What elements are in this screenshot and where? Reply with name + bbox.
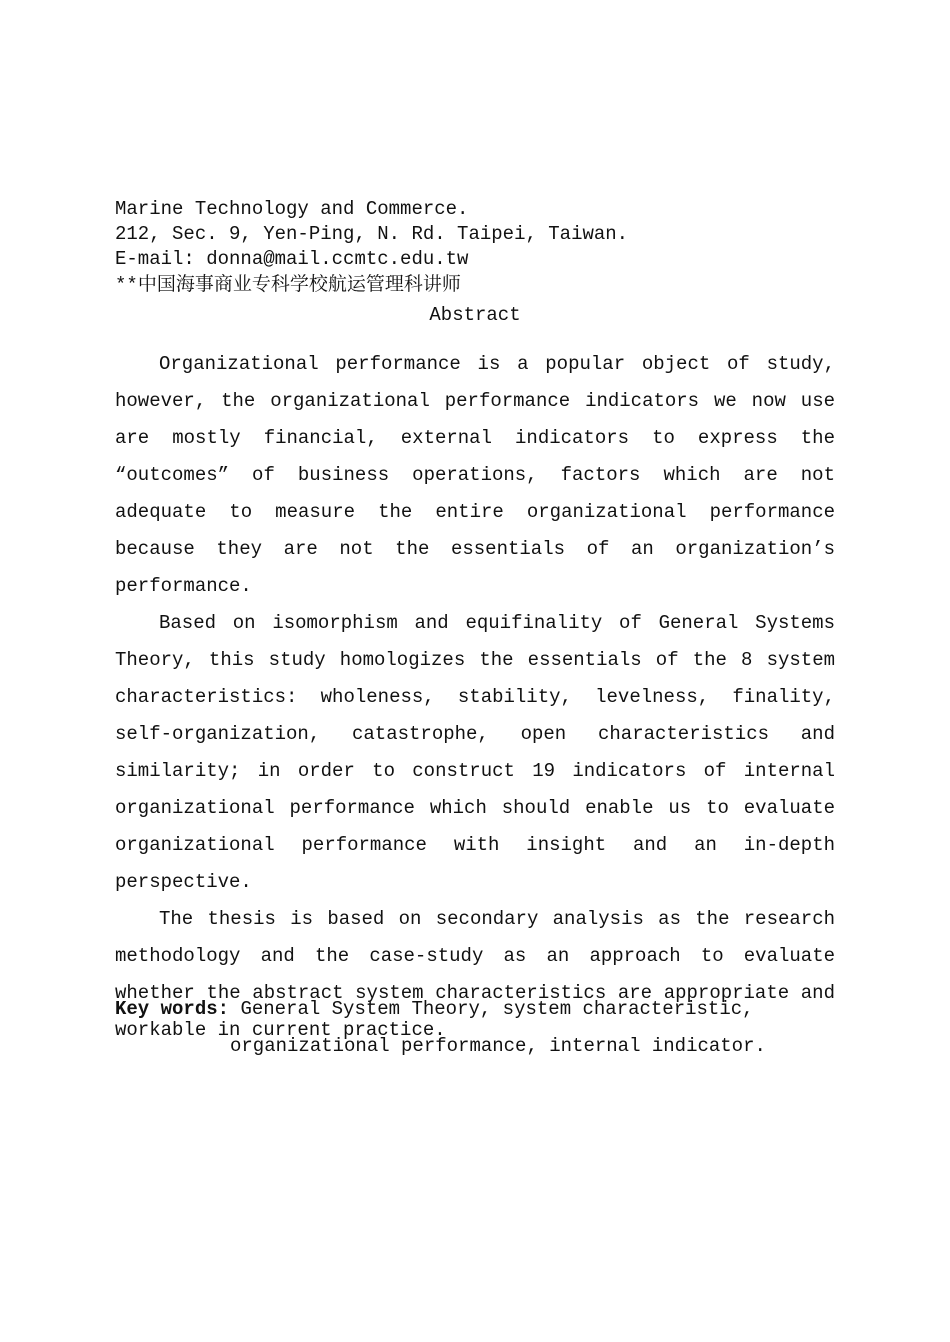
keywords-line-1 — [115, 991, 835, 1028]
footnote-marker: ** — [115, 274, 138, 296]
keywords-block — [115, 991, 835, 1065]
keywords-label: Key words: — [115, 998, 230, 1020]
keywords-text-1: General System Theory, system characteristic, — [240, 998, 754, 1020]
abstract-paragraph-3: The thesis is based on secondary analysis as the research methodology and the case-study as an approach to evaluate whether the abstract system characteristics are appropriate and workable in current practice. — [115, 908, 835, 1041]
affiliation-institution: Marine Technology and Commerce. — [115, 198, 469, 220]
abstract-body — [115, 346, 835, 1049]
abstract-heading: Abstract — [429, 304, 521, 326]
affiliation-email: E-mail: donna@mail.ccmtc.edu.tw — [115, 248, 469, 270]
keywords-text-2: organizational performance, internal indicator. — [230, 1035, 766, 1057]
abstract-paragraph-2: Based on isomorphism and equifinality of General Systems Theory, this study homologizes the essentials of the 8 system characteristics: wholeness, stability, levelness, finality, self-organization, catastrophe, open characteristics and similarity; in order to construct 19 indicators of internal organizational performance which should enable us to evaluate organizational performance with insight and an in-depth perspective. — [115, 612, 835, 893]
abstract-paragraph-1: Organizational performance is a popular object of study, however, the organizational performance indicators we now use are mostly financial, external indicators to express the “outcomes” of business operations, factors which are not adequate to measure the entire organizational performance because they are not the essentials of an organization’s performance. — [115, 353, 835, 597]
author-affiliation — [115, 197, 835, 298]
chinese-affiliation-text: 中国海事商业专科学校航运管理科讲师 — [137, 273, 461, 295]
affiliation-address: 212, Sec. 9, Yen-Ping, N. Rd. Taipei, Taiwan. — [115, 223, 629, 245]
affiliation-chinese-title — [115, 272, 835, 298]
